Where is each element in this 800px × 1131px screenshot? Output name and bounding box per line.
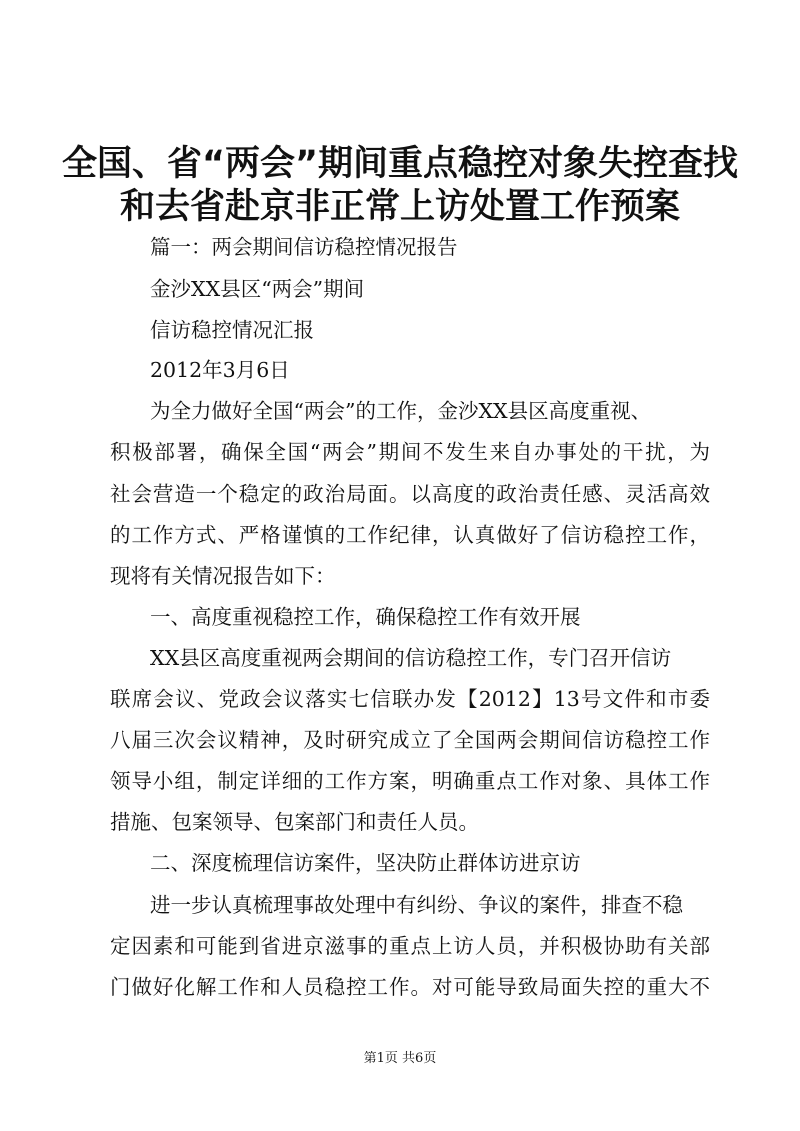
- paragraph-line: 联席会议、党政会议落实七信联办发【2012】13号文件和市委: [110, 687, 710, 711]
- paragraph-line: 进一步认真梳理事故处理中有纠纷、争议的案件，排查不稳: [150, 893, 683, 917]
- document-title-line-2: 和去省赴京非正常上访处置工作预案: [119, 187, 680, 227]
- paragraph-line: 积极部署，确保全国“两会”期间不发生来自办事处的干扰，为: [110, 440, 710, 464]
- paragraph-line: 的工作方式、严格谨慎的工作纪律，认真做好了信访稳控工作，: [110, 523, 710, 547]
- section-heading: 二、深度梳理信访案件，坚决防止群体访进京访: [150, 851, 581, 875]
- paragraph-line: 领导小组，制定详细的工作方案，明确重点工作对象、具体工作: [110, 769, 710, 793]
- paragraph-line: 社会营造一个稳定的政治局面。以高度的政治责任感、灵活高效: [110, 482, 710, 506]
- report-subtitle: 金沙XX县区“两会”期间: [150, 277, 365, 301]
- paragraph-line: 定因素和可能到省进京滋事的重点上访人员，并积极协助有关部: [110, 934, 710, 958]
- paragraph-line: XX县区高度重视两会期间的信访稳控工作，专门召开信访: [150, 646, 672, 670]
- page-number-footer: 第1页 共6页: [363, 1051, 437, 1066]
- paragraph-line: 现将有关情况报告如下：: [110, 564, 336, 588]
- section-heading: 篇一：两会期间信访稳控情况报告: [150, 235, 458, 259]
- paragraph-line: 为全力做好全国“两会”的工作，金沙XX县区高度重视、: [150, 399, 652, 423]
- paragraph-line: 八届三次会议精神，及时研究成立了全国两会期间信访稳控工作: [110, 728, 710, 752]
- paragraph-line: 措施、包案领导、包案部门和责任人员。: [110, 810, 479, 834]
- report-date: 2012年3月6日: [150, 358, 290, 382]
- document-title-line-1: 全国、省“两会”期间重点稳控对象失控查找: [61, 144, 738, 184]
- paragraph-line: 门做好化解工作和人员稳控工作。对可能导致局面失控的重大不: [110, 975, 710, 999]
- report-subtitle: 信访稳控情况汇报: [150, 318, 314, 342]
- section-heading: 一、高度重视稳控工作，确保稳控工作有效开展: [150, 605, 581, 629]
